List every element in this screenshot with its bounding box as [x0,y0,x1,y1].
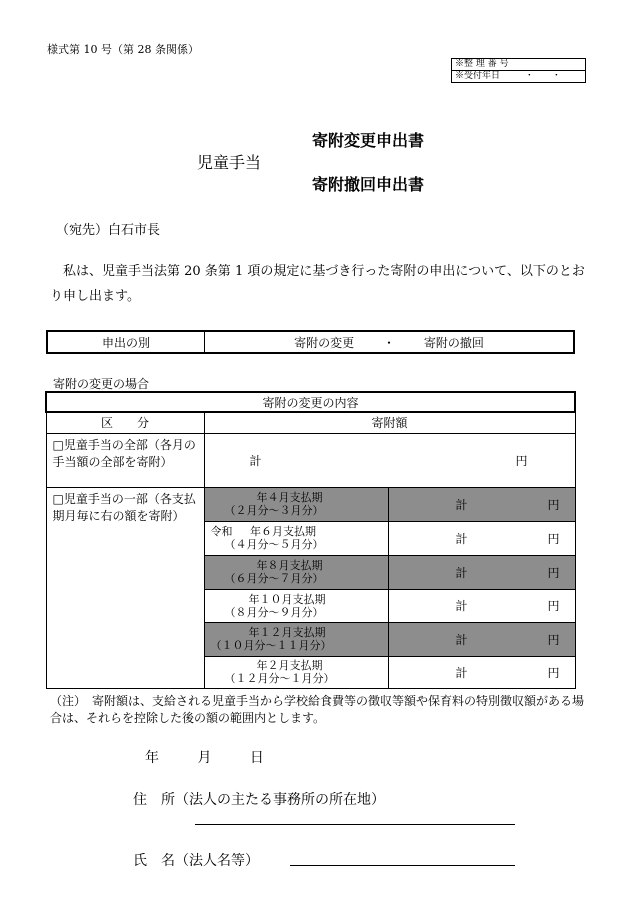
application-type-options [205,331,575,353]
period-amount-cell[interactable] [388,487,575,521]
received-date-label: ※受付年日 [455,71,501,81]
period-amount-cell[interactable] [388,589,575,622]
period-months: （８月分～９月分） [224,605,324,619]
period-yen-unit: 円 [547,565,560,580]
period-cell [204,622,388,656]
option-withdraw[interactable]: 寄附の撤回 [423,335,484,350]
option-separator: ・ [382,335,395,350]
period-name: 年８月支払期 [256,559,323,572]
period-yen-unit: 円 [547,497,560,512]
partial-allowance-option[interactable]: □児童手当の一部（各支払期月毎に右の額を寄附） [46,487,204,688]
period-yen-unit: 円 [547,632,560,647]
address-input-line[interactable] [195,824,515,825]
period-total-label: 計 [455,531,468,546]
title-withdraw: 寄附撤回申出書 [312,175,425,194]
period-amount-cell[interactable] [388,622,575,656]
received-date-field [452,71,586,83]
change-case-label: 寄附の変更の場合 [53,377,150,391]
note: （注） 寄附額は、支給される児童手当から学校給食費等の徴収等額や保育料の特別徴収額がある場合は、それらを控除した後の額の範囲内とします。 [50,694,585,725]
period-months: （１０月分～１１月分） [210,639,332,652]
period-cell [204,589,388,622]
period-months: （４月分～５月分） [224,538,324,551]
period-cell [204,555,388,589]
period-months: （６月分～７月分） [224,572,324,585]
period-name: 年６月支払期 [250,525,316,538]
period-amount-cell[interactable] [388,555,575,589]
change-content-header: 寄附の変更の内容 [46,392,575,412]
period-total-label: 計 [455,632,468,647]
all-total-label: 計 [249,453,262,468]
period-name: 年４月支払期 [256,491,323,504]
title-child-allowance: 児童手当 [197,153,262,172]
reference-number-label: ※整 理 番 号 [452,59,586,71]
period-era: 令和 [210,525,233,538]
all-allowance-amount [204,433,575,487]
period-amount-cell[interactable] [388,656,575,688]
period-amount-cell[interactable] [388,521,575,555]
statement: 私は、児童手当法第 20 条第 1 項の規定に基づき行った寄附の申出について、以下のとおり申し出ます。 [50,264,585,304]
change-content-table [45,391,576,689]
date-line: 年 月 日 [145,750,264,766]
period-total-label: 計 [455,565,468,580]
addressee: （宛先）白石市長 [56,223,161,238]
address-label: 住 所（法人の主たる事務所の所在地） [133,792,385,808]
period-total-label: 計 [455,665,468,680]
option-change[interactable]: 寄附の変更 [294,335,355,350]
all-allowance-option[interactable]: □児童手当の全部（各月の手当額の全部を寄附） [46,433,204,487]
period-name: 年２月支払期 [256,659,323,672]
title-change: 寄附変更申出書 [312,131,425,150]
category-column-header: 区 分 [46,412,204,433]
period-yen-unit: 円 [547,599,560,613]
name-input-line[interactable] [290,865,515,866]
period-total-label: 計 [455,599,468,613]
form-number: 様式第 10 号（第 28 条関係） [47,43,199,56]
period-total-label: 計 [455,497,468,512]
application-type-table [46,330,575,354]
period-cell [204,656,388,688]
period-yen-unit: 円 [547,531,560,546]
period-cell [204,521,388,555]
all-yen-unit: 円 [515,453,528,468]
period-months: （１２月分～１月分） [224,672,335,685]
period-yen-unit: 円 [547,665,560,680]
amount-column-header: 寄附額 [204,412,575,433]
name-label: 氏 名（法人名等） [133,853,259,869]
period-name: 年１０月支払期 [248,592,326,606]
office-use-box [451,58,586,83]
period-name: 年１２月支払期 [248,626,326,639]
received-date-separators: ・ ・ [524,71,561,81]
period-cell [204,487,388,521]
application-type-label: 申出の別 [47,331,205,353]
period-months: （２月分～３月分） [224,504,324,517]
